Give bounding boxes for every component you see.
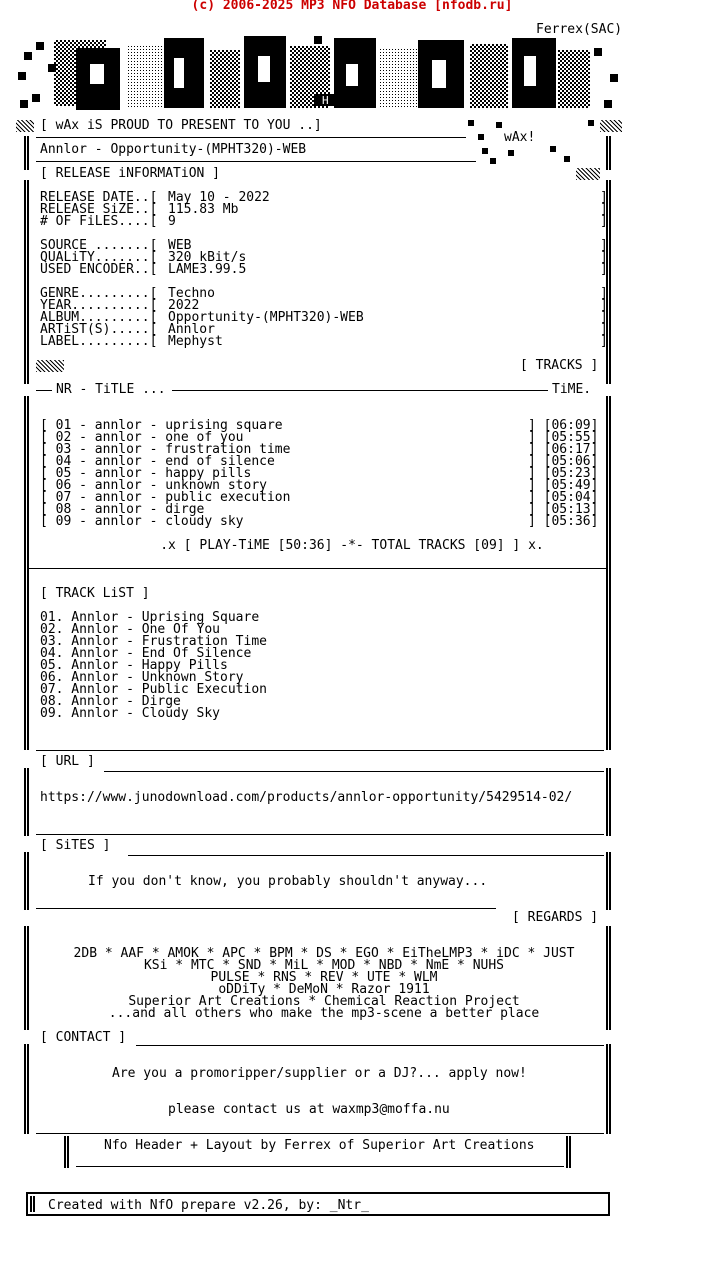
tracklist-item: 08. Annlor - Dirge [40,694,181,709]
track-time: ] [05:36] [528,514,599,529]
info-value: Techno [168,286,215,301]
tracklist-item: 07. Annlor - Public Execution [40,682,267,697]
divider [36,1133,604,1134]
footer-credit: Nfo Header + Layout by Ferrex of Superior Art Creations [104,1138,535,1153]
tracklist-item: 05. Annlor - Happy Pills [40,658,228,673]
divider [104,771,604,772]
divider [136,1045,604,1046]
info-bracket: ] [600,322,608,337]
sites-text: If you don't know, you probably shouldn't anyway... [88,874,488,889]
divider [28,568,608,569]
tracklist-item: 09. Annlor - Cloudy Sky [40,706,221,721]
artist-tag: Ferrex(SAC) [536,22,623,37]
info-bracket: ] [600,298,608,313]
created-with: Created with NfO prepare v2.26, by: _Ntr_ [48,1198,369,1213]
divider [172,390,548,391]
regards-line: 2DB * AAF * AMOK * APC * BPM * DS * EGO * EiTheLMP3 * iDC * JUST [73,946,575,961]
divider [36,161,476,162]
info-key: ALBUM.........[ [40,310,158,325]
divider [36,908,496,909]
track-row: [ 09 - annlor - cloudy sky [40,514,244,529]
contact-line2[interactable]: please contact us at waxmp3@moffa.nu [168,1102,450,1117]
tracks-label: [ TRACKS ] [520,358,599,373]
track-row: [ 04 - annlor - end of silence [40,454,275,469]
track-time: ] [06:17] [528,442,599,457]
divider [36,834,604,835]
tracklist-item: 06. Annlor - Unknown Story [40,670,244,685]
contact-line1: Are you a promoripper/supplier or a DJ?... apply now! [112,1066,527,1081]
info-value: Mephyst [168,334,223,349]
dither-block [36,360,64,372]
info-value: WEB [168,238,192,253]
track-row: [ 07 - annlor - public execution [40,490,291,505]
track-row: [ 03 - annlor - frustration time [40,442,291,457]
frame-bar [30,1196,35,1212]
frame-bar [606,1044,611,1134]
present-line: [ wAx iS PROUD TO PRESENT TO YOU ..] [40,118,322,133]
info-key: USED ENCODER..[ [40,262,158,277]
frame-bar [24,180,29,384]
frame-bar [24,768,29,836]
info-value: 320 kBit/s [168,250,247,265]
info-value: 115.83 Mb [168,202,239,217]
tracklist-item: 01. Annlor - Uprising Square [40,610,260,625]
track-time: ] [05:49] [528,478,599,493]
info-key: LABEL.........[ [40,334,158,349]
tracklist-item: 02. Annlor - One Of You [40,622,221,637]
track-time: ] [05:55] [528,430,599,445]
track-time: ] [06:09] [528,418,599,433]
tracklist-label: [ TRACK LiST ] [40,586,150,601]
info-value: 2022 [168,298,200,313]
info-key: ARTiST(S).....[ [40,322,158,337]
track-row: [ 05 - annlor - happy pills [40,466,252,481]
dither-block [16,120,34,132]
frame-bar [24,396,29,750]
frame-bar [606,768,611,836]
info-bracket: ] [600,250,608,265]
track-row: [ 08 - annlor - dirge [40,502,205,517]
sites-label: [ SiTES ] [40,838,111,853]
col-nr-title: NR - TiTLE ... [56,382,166,397]
release-title: Annlor - Opportunity-(MPHT320)-WEB [40,142,307,157]
info-key: YEAR..........[ [40,298,158,313]
info-key: SOURCE .......[ [40,238,158,253]
info-key: GENRE.........[ [40,286,158,301]
info-bracket: ] [600,238,608,253]
info-bracket: ] [600,310,608,325]
info-value: 9 [168,214,176,229]
track-row: [ 02 - annlor - one of you [40,430,244,445]
frame-bar [606,396,611,750]
regards-line: oDDiTy * DeMoN * Razor 1911 [218,982,430,997]
tracklist-item: 04. Annlor - End Of Silence [40,646,252,661]
info-value: Opportunity-(MPHT320)-WEB [168,310,364,325]
regards-line: ...and all others who make the mp3-scene a better place [108,1006,540,1021]
frame-bar [24,136,29,170]
info-bracket: ] [600,262,608,277]
info-value: LAME3.99.5 [168,262,247,277]
frame-bar [606,852,611,910]
info-bracket: ] [600,334,608,349]
release-info-label: [ RELEASE iNFORMATiON ] [40,166,221,181]
tracks-total: .x [ PLAY-TiME [50:36] -*- TOTAL TRACKS [09] ] x. [160,538,544,553]
track-time: ] [05:23] [528,466,599,481]
frame-bar [606,136,611,170]
frame-bar [64,1136,69,1168]
divider [36,137,466,138]
info-value: May 10 - 2022 [168,190,270,205]
divider [128,855,604,856]
tracklist-item: 03. Annlor - Frustration Time [40,634,267,649]
regards-line: PULSE * RNS * REV * UTE * WLM [210,970,438,985]
track-time: ] [05:06] [528,454,599,469]
divider [36,750,604,751]
track-row: [ 06 - annlor - unknown story [40,478,267,493]
divider [76,1166,564,1167]
col-time: TiME. [552,382,592,397]
frame-bar [24,1044,29,1134]
info-key: QUALiTY.......[ [40,250,158,265]
info-key: RELEASE DATE..[ [40,190,158,205]
info-bracket: ] [600,190,608,205]
regards-line: KSi * MTC * SND * MiL * MOD * NBD * NmE * NUHS [143,958,505,973]
divider [36,390,52,391]
info-key: RELEASE SiZE..[ [40,202,158,217]
track-time: ] [05:04] [528,490,599,505]
frame-bar [566,1136,571,1168]
wax-ascii-logo [14,34,624,120]
dither-block [576,168,600,180]
track-row: [ 01 - annlor - uprising square [40,418,283,433]
group-tag: wAx! [504,130,536,145]
info-value: Annlor [168,322,215,337]
url-label: [ URL ] [40,754,95,769]
url-link[interactable]: https://www.junodownload.com/products/annlor-opportunity/5429514-02/ [40,790,573,805]
info-bracket: ] [600,286,608,301]
info-bracket: ] [600,214,608,229]
regards-label: [ REGARDS ] [512,910,599,925]
frame-bar [24,852,29,910]
regards-line: Superior Art Creations * Chemical Reaction Project [128,994,520,1009]
track-time: ] [05:13] [528,502,599,517]
info-bracket: ] [600,202,608,217]
copyright-banner: (c) 2006-2025 MP3 NFO Database [nfodb.ru] [191,0,513,13]
svg-text:H: H [322,94,329,107]
pixel-dots [468,120,608,166]
info-key: # OF FiLES....[ [40,214,158,229]
contact-label: [ CONTACT ] [40,1030,127,1045]
